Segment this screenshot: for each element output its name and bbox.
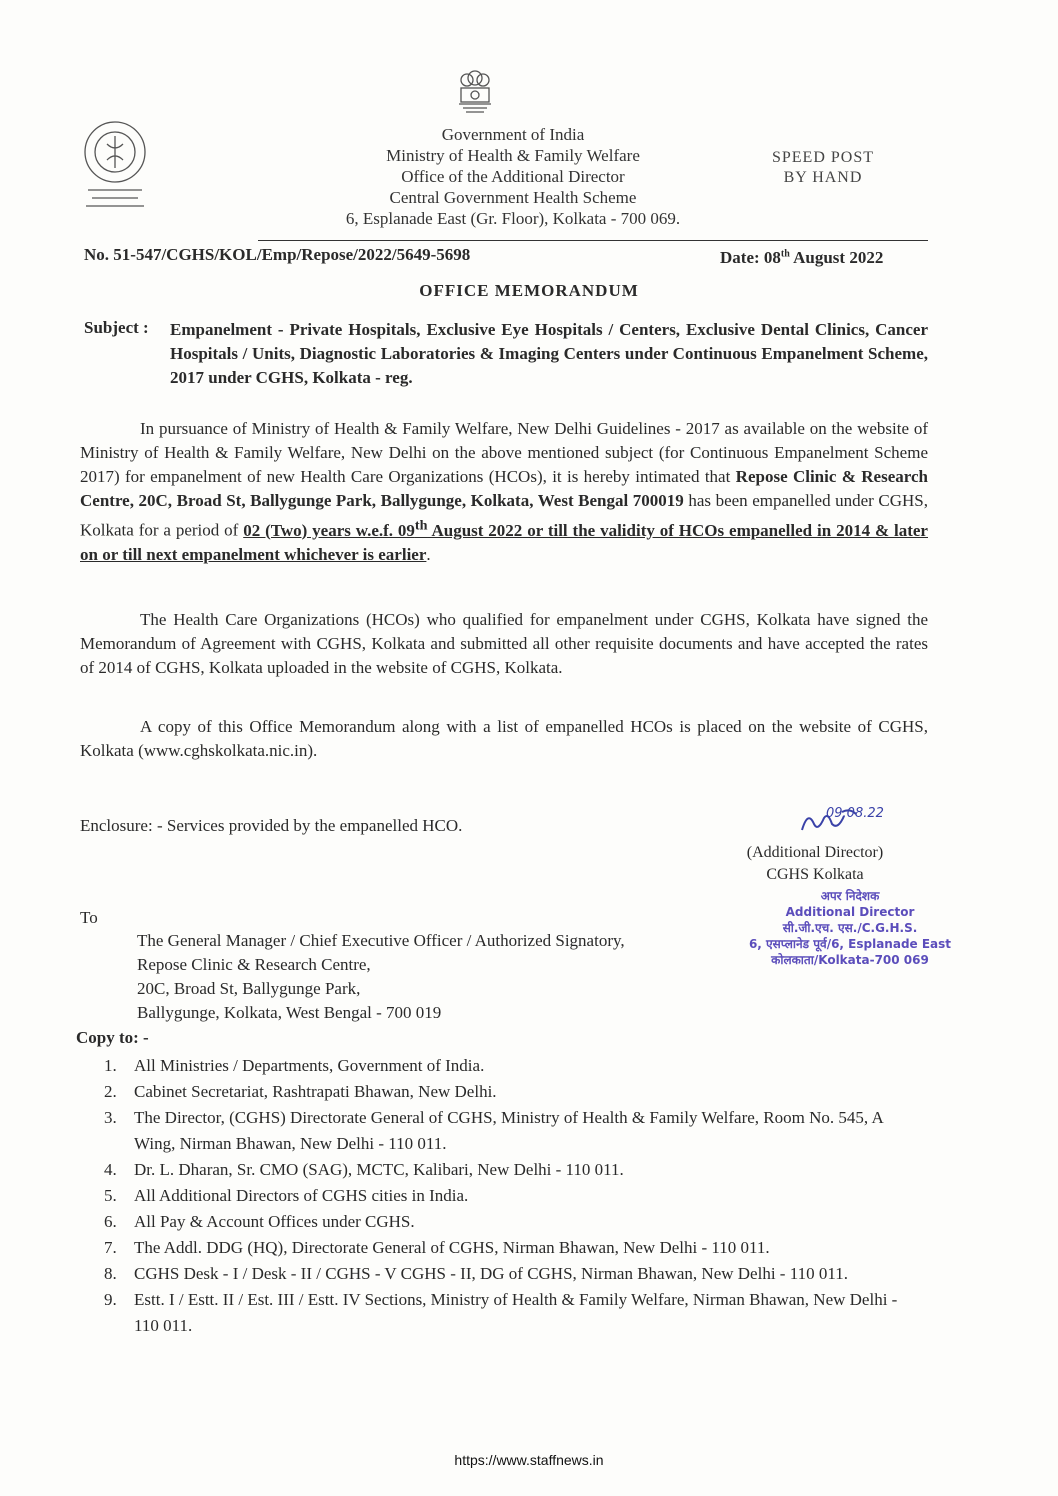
date-prefix: Date: 08 — [720, 248, 781, 267]
list-item — [104, 1157, 926, 1183]
header-line: Office of the Additional Director — [401, 167, 625, 186]
list-number: 2. — [104, 1082, 117, 1101]
official-stamp — [730, 888, 970, 968]
header-line: Ministry of Health & Family Welfare — [386, 146, 640, 165]
subject-text: Empanelment - Private Hospitals, Exclusive Eye Hospitals / Centers, Exclusive Dental Clinics, Cancer Hospitals / Units, Diagnostic Laboratories & Imaging Centers under Continuous Empanelment Scheme, 2017 under CGHS, Kolkata - reg. — [170, 320, 928, 387]
copy-to-list — [104, 1053, 926, 1339]
paragraph-2: The Health Care Organizations (HCOs) who qualified for empanelment under CGHS, Kolkata have signed the Memorandum of Agreement with CGHS, Kolkata and submitted all other requisite documents and have accepted the rates of 2014 of CGHS, Kolkata uploaded in the website of CGHS, Kolkata. — [80, 610, 928, 677]
list-item — [104, 1235, 926, 1261]
stamp-line: सी.जी.एच. एस./C.G.H.S. — [782, 921, 918, 935]
hco-name-address: Repose Clinic & Research Centre, 20C, Broad St, Ballygunge Park, Ballygunge, Kolkata, West Bengal 700019 — [80, 467, 928, 510]
stamp-line: अपर निदेशक — [820, 889, 880, 903]
list-number: 8. — [104, 1264, 117, 1283]
stamp-line: 6, एसप्लानेड पूर्व/6, Esplanade East — [748, 937, 952, 951]
para1-text-b: has been empanelled under CGHS, Kolkata for a period of — [80, 491, 928, 540]
date-sup: th — [780, 248, 790, 260]
list-number: 4. — [104, 1160, 117, 1179]
header-divider — [258, 240, 928, 241]
para1-text-a: In pursuance of Ministry of Health & Family Welfare, New Delhi Guidelines - 2017 as available on the website of Ministry of Health & Family Welfare, New Delhi on the above mentioned subject (for Continuous Empanelment Scheme 2017) for empanelment of new Health Care Organizations (HCOs), it is hereby intimated that — [80, 419, 928, 486]
list-item — [104, 1261, 926, 1287]
validity-sup: th — [414, 517, 428, 533]
subject-label: Subject : — [84, 318, 149, 337]
memo-date — [720, 248, 883, 268]
cghs-logo-icon — [80, 118, 150, 214]
list-text: CGHS Desk - I / Desk - II / CGHS - V CGHS - II, DG of CGHS, Nirman Bhawan, New Delhi - 110 011. — [134, 1264, 848, 1283]
delivery-line: SPEED POST — [771, 149, 875, 166]
stamp-line: Additional Director — [785, 905, 915, 919]
validity-part-2: August 2022 or till the validity of HCOs empanelled in 2014 & later on or till next empanelment whichever is earlier — [80, 520, 928, 564]
list-number: 6. — [104, 1212, 117, 1231]
list-number: 3. — [104, 1108, 117, 1127]
list-text: The Addl. DDG (HQ), Directorate General of CGHS, Nirman Bhawan, New Delhi - 110 011. — [134, 1238, 770, 1257]
list-text: All Pay & Account Offices under CGHS. — [134, 1212, 415, 1231]
address-line: The General Manager / Chief Executive Officer / Authorized Signatory, — [137, 931, 625, 950]
enclosure-note: Enclosure: - Services provided by the empanelled HCO. — [80, 816, 463, 835]
list-text: Cabinet Secretariat, Rashtrapati Bhawan, New Delhi. — [134, 1082, 497, 1101]
address-line: 20C, Broad St, Ballygunge Park, — [137, 979, 361, 998]
header-line: Government of India — [441, 125, 585, 144]
list-text: All Ministries / Departments, Government of India. — [134, 1056, 485, 1075]
list-item — [104, 1183, 926, 1209]
list-item — [104, 1209, 926, 1235]
list-number: 1. — [104, 1056, 117, 1075]
footer-url[interactable]: https://www.staffnews.in — [454, 1452, 604, 1468]
list-item — [104, 1079, 926, 1105]
reference-number: No. 51-547/CGHS/KOL/Emp/Repose/2022/5649-5698 — [84, 245, 471, 264]
signatory-designation — [735, 842, 895, 886]
list-item — [104, 1287, 926, 1339]
list-item — [104, 1053, 926, 1079]
list-number: 5. — [104, 1186, 117, 1205]
copy-to-label: Copy to: - — [76, 1028, 149, 1047]
list-item — [104, 1105, 926, 1157]
delivery-mode — [758, 148, 888, 188]
list-number: 7. — [104, 1238, 117, 1257]
header-line: Central Government Health Scheme — [389, 188, 637, 207]
to-label: To — [80, 908, 98, 927]
national-emblem-icon — [452, 68, 498, 118]
address-line: Repose Clinic & Research Centre, — [137, 955, 371, 974]
recipient-address — [137, 929, 625, 1025]
stamp-line: कोलकाता/Kolkata-700 069 — [771, 953, 929, 967]
signatory-title: (Additional Director) — [746, 844, 884, 861]
header-line: 6, Esplanade East (Gr. Floor), Kolkata - 700 069. — [345, 209, 681, 228]
document-title: OFFICE MEMORANDUM — [419, 281, 639, 300]
list-text: The Director, (CGHS) Directorate General of CGHS, Ministry of Health & Family Welfare, Room No. 545, A Wing, Nirman Bhawan, New Delhi - 110 011. — [134, 1108, 883, 1153]
paragraph-3: A copy of this Office Memorandum along with a list of empanelled HCOs is placed on the website of CGHS, Kolkata (www.cghskolkata.nic.in). — [80, 717, 928, 760]
signatory-org: CGHS Kolkata — [766, 866, 864, 883]
address-line: Ballygunge, Kolkata, West Bengal - 700 019 — [137, 1003, 442, 1022]
paragraph-1 — [80, 417, 928, 567]
signature-initials: 09.08.22 — [826, 806, 884, 821]
list-text: Estt. I / Estt. II / Est. III / Estt. IV Sections, Ministry of Health & Family Welfare, Nirman Bhawan, New Delhi - 110 011. — [134, 1290, 898, 1335]
list-number: 9. — [104, 1290, 117, 1309]
list-text: All Additional Directors of CGHS cities in India. — [134, 1186, 469, 1205]
validity-part-1: 02 (Two) years w.e.f. 09 — [243, 520, 415, 540]
para1-end: . — [426, 544, 431, 564]
office-header — [258, 124, 768, 229]
date-suffix: August 2022 — [789, 248, 884, 267]
delivery-line: BY HAND — [783, 169, 863, 186]
list-text: Dr. L. Dharan, Sr. CMO (SAG), MCTC, Kalibari, New Delhi - 110 011. — [134, 1160, 624, 1179]
